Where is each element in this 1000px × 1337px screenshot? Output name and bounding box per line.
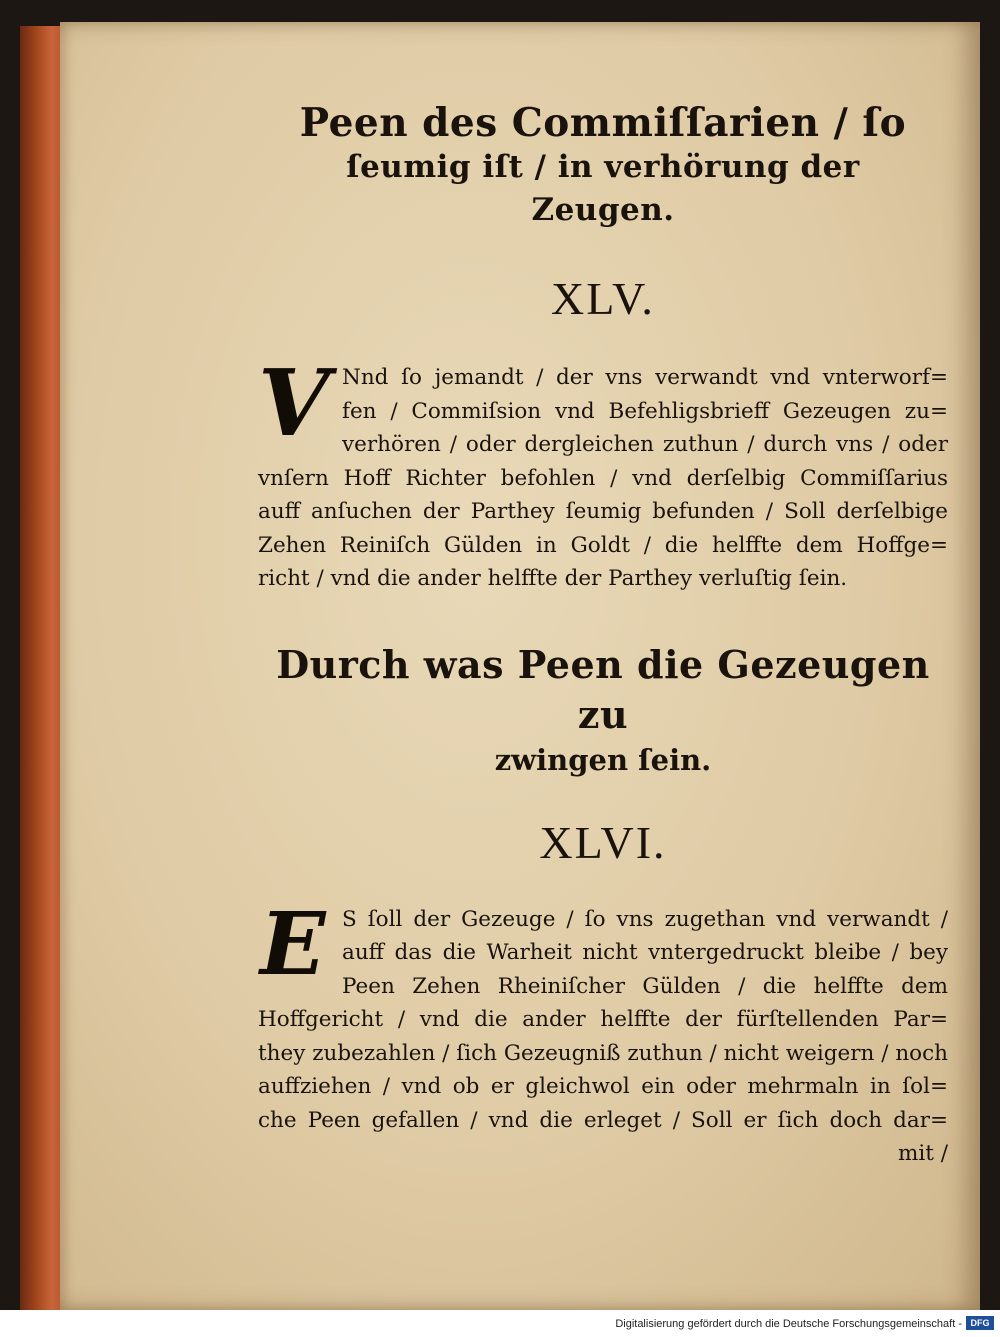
text-line: Zehen Reiniſch Gülden in Goldt / die helffte dem Hoffge=: [258, 532, 948, 558]
catchword: mit /: [898, 1141, 948, 1166]
heading-line: zwingen ſein.: [494, 742, 712, 777]
text-line: fen / Commiſsion vnd Befehligsbrieff Gezeugen zu=: [342, 398, 948, 424]
decorated-initial: E: [260, 893, 326, 995]
text-line: richt / vnd die ander helffte der Parthey verluſtig ſein.: [258, 566, 848, 591]
section-heading-xlv: [258, 100, 948, 232]
text-line: verhören / oder dergleichen zuthun / durch vns / oder: [342, 432, 948, 457]
book-page-edge: [20, 26, 62, 1310]
paragraph-xlv: [258, 349, 948, 596]
text-line: vnſern Hoff Richter befohlen / vnd derſelbig Commiſſarius: [258, 465, 948, 491]
text-line: Peen Zehen Rheiniſcher Gülden / die helffte dem: [342, 973, 948, 999]
text-line: S ſoll der Gezeuge / ſo vns zugethan vnd verwandt /: [342, 906, 948, 932]
heading-line: Durch was Peen die Gezeugen zu: [276, 641, 930, 737]
section-heading-xlvi: [258, 640, 948, 780]
heading-line: Zeugen.: [531, 192, 675, 228]
funding-credit: Digitalisierung gefördert durch die Deutsche Forschungsgemeinschaft -: [615, 1318, 962, 1330]
text-line: auffziehen / vnd ob er gleichwol ein oder mehrmaln in ſol=: [258, 1074, 948, 1099]
text-line: Nnd ſo jemandt / der vns verwandt vnd vnterworf=: [342, 365, 948, 390]
decorated-initial: V: [258, 349, 330, 457]
page-text: [258, 100, 948, 1171]
heading-line: ſeumig iſt / in verhörung der: [346, 149, 860, 185]
dfg-logo-icon: DFG: [966, 1316, 994, 1330]
section-numeral: XLV.: [551, 273, 655, 324]
text-line: auff das die Warheit nicht vntergedruckt bleibe / bey: [342, 940, 948, 965]
text-line: they zubezahlen / ſich Gezeugniß zuthun / nicht weigern / noch: [258, 1040, 948, 1066]
text-line: Hoffgericht / vnd die ander helffte der fürſtellenden Par=: [258, 1007, 948, 1032]
paragraph-xlvi: [258, 893, 948, 1171]
heading-line: Peen des Commiſſarien / ſo: [299, 100, 907, 146]
text-line: che Peen gefallen / vnd die erleget / Soll er ſich doch dar=: [258, 1107, 948, 1133]
text-line: auff anſuchen der Parthey ſeumig befunden / Soll derſelbige: [258, 499, 948, 524]
section-numeral: XLVI.: [539, 816, 667, 868]
